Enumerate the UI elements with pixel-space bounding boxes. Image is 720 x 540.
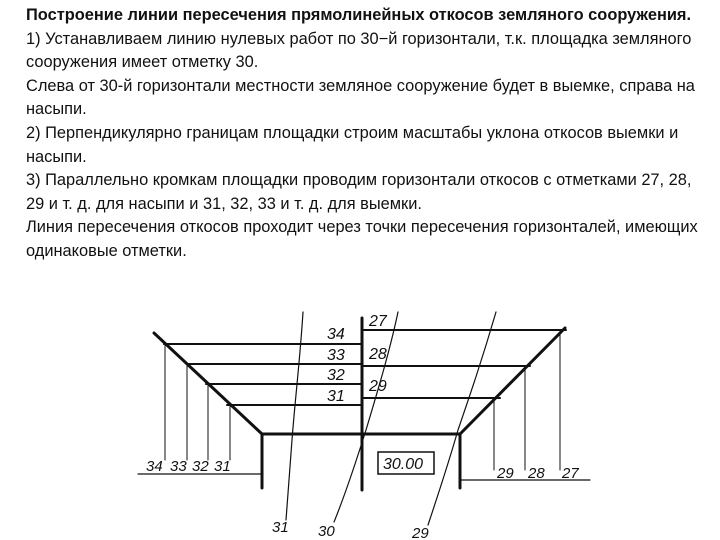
cut-scale-label-32: 32 — [327, 367, 345, 384]
terrain-contour-label-31: 31 — [272, 519, 289, 536]
terrain-contour-label-30: 30 — [318, 523, 335, 540]
paragraph-step-2: 2) Перпендикулярно границам площадки строим масштабы уклона откосов выемки и насыпи. — [26, 123, 679, 166]
bottom-label-right-28: 28 — [528, 465, 545, 482]
fill-scale-label-27: 27 — [369, 313, 387, 330]
paragraph-step-1: 1) Устанавливаем линию нулевых работ по 30−й горизонтали, т.к. площадка земляного сооружения имеет отметку 30. — [26, 29, 692, 72]
fill-scale-label-28: 28 — [369, 346, 387, 363]
cut-scale-label-31: 31 — [327, 388, 345, 405]
terrain-contour-29 — [428, 312, 496, 525]
bottom-label-left-32: 32 — [192, 458, 209, 475]
slide-heading: Построение линии пересечения прямолинейных откосов земляного сооружения. — [26, 6, 692, 24]
bottom-label-left-33: 33 — [170, 458, 187, 475]
bottom-label-left-31: 31 — [214, 458, 231, 475]
bottom-label-right-27: 27 — [562, 465, 579, 482]
cut-scale-label-34: 34 — [327, 326, 345, 343]
terrain-contour-label-29: 29 — [412, 525, 429, 540]
bottom-label-left-34: 34 — [146, 458, 163, 475]
paragraph-step-3: 3) Параллельно кромкам площадки проводим горизонтали откосов с отметками 27, 28, 29 и т. д. для насыпи и 31, 32, 33 и т. д. для выемки. — [26, 171, 692, 213]
cut-scale-label-33: 33 — [327, 347, 345, 364]
platform-elevation-label: 30.00 — [383, 456, 424, 473]
fill-scale-label-29: 29 — [369, 378, 387, 395]
paragraph-intersection: Линия пересечения откосов проходит через точки пересечения горизонталей, имеющих одинаковые отметки. — [26, 218, 698, 260]
bottom-label-right-29: 29 — [497, 465, 514, 482]
paragraph-cut-fill: Слева от 30-й горизонтали местности земляное сооружение будет в выемке, справа на насыпи. — [26, 76, 695, 119]
